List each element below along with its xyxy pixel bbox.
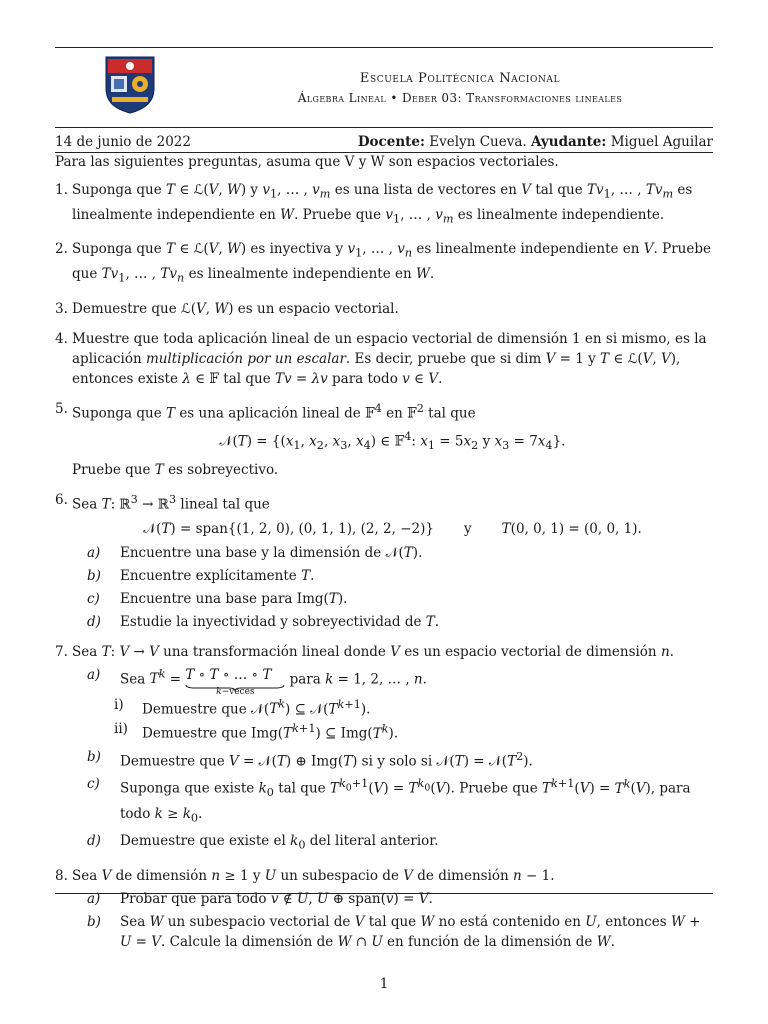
problem-7a-i: i) Demuestre que $𝒩(T^k)$ ⊆ $𝒩(T^{k+1})$. — [114, 696, 371, 718]
ayudante-name: Miguel Aguilar — [610, 134, 713, 150]
date: 14 de junio de 2022 — [55, 134, 191, 150]
problem-7d: d) Demuestre que existe el $k_0$ del literal anterior. — [87, 833, 439, 852]
docente-label: Docente: — [357, 134, 425, 150]
problem-2: 2. Suponga que T ∈ ℒ(V, W) es inyectiva y $v_1$, … , $v_n$ es linealmente independiente en V. Pruebe que $Tv_1$, … , $Tv_n$ es linealmente independiente en W. — [55, 241, 711, 285]
intro-text: Para las siguientes preguntas, asuma que V y W son espacios vectoriales. — [55, 154, 559, 170]
problem-6a: a) Encuentre una base y la dimensión de 𝒩(T). — [87, 544, 423, 561]
problem-list — [55, 180, 713, 962]
staff-info — [358, 134, 713, 150]
problem-8a: a) Probar que para todo v ∉ U, U ⊕ span(v) = V. — [87, 891, 433, 907]
header-rule — [55, 127, 713, 128]
problem-7b: b) Demuestre que V = 𝒩(T) ⊕ Img(T) si y solo si 𝒩(T) = $𝒩(T^2)$. — [87, 748, 533, 770]
top-rule — [55, 47, 713, 48]
problem-6c: c) Encuentre una base para Img(T). — [87, 590, 348, 607]
institution-title: Escuela Politécnica Nacional — [359, 71, 561, 86]
problem-8: 8. Sea V de dimensión n ≥ 1 y U un subespacio de V de dimensión n − 1. a) Probar que para todo v ∉ U, U ⊕ span(v) = V. b) Sea W un subespacio vectorial de V tal que W no está contenido en U, entonces W + U = V. Calcule la dimensión de W ∩ U en función de la dimensión de W. — [55, 866, 713, 952]
problem-8b: b) Sea W un subespacio vectorial de V tal que W no está contenido en U, entonces W + U = V. Calcule la dimensión de W ∩ U en función de la dimensión de W. — [87, 914, 701, 950]
university-logo — [104, 55, 156, 115]
meta-rule — [55, 152, 713, 153]
page-number: 1 — [379, 976, 389, 992]
problem-1: 1. Suponga que T ∈ ℒ(V, W) y $v_1$, … , $v_m$ es una lista de vectores en V tal que $Tv_1$, … , $Tv_m$ es linealmente independiente en W. Pruebe que $v_1$, … , $v_m$ es linealmente independiente. — [55, 182, 693, 226]
problem-7: 7. Sea T: V → V una transformación lineal donde V es un espacio vectorial de dimensión n. a) Sea $T^k = T$ ∘ T ∘ … ∘ T k−veces para k = 1, 2, … , n. i) Demuestre que $𝒩(T^k)$ ⊆ $𝒩(T^{k+1})$. ii) Demuestre que $Img(T^{k+1})$ ⊆ $Img(T^k)$. b) Demuestre que V = 𝒩(T) ⊕ Img(T) si y solo si 𝒩(T) = $𝒩(T^2)$. c) Suponga que existe $k_0$ tal que $T^{k_0+1}(V) = T^{k_0}(V)$. Pruebe que $T^{k+1}(V) = T^k(V)$, para todo $k \ge k_0$. d) Demuestre que existe el $k_0$ del literal anterior. — [55, 642, 713, 856]
underbrace-composition: T ∘ T ∘ … ∘ T k−veces — [185, 665, 285, 697]
docente-name: Evelyn Cueva. — [429, 134, 527, 150]
problem-7a: a) Sea $T^k = T$ ∘ T ∘ … ∘ T k−veces para k = 1, 2, … , n. — [87, 666, 427, 697]
bottom-rule — [55, 893, 713, 894]
ayudante-label: Ayudante: — [530, 134, 607, 150]
problem-7c: c) Suponga que existe $k_0$ tal que $T^{k_0+1}(V) = T^{k_0}(V)$. Pruebe que $T^{k+1}(V) = T^k(V)$, para todo $k \ge k_0$. — [87, 776, 691, 825]
problem-4: 4. Muestre que toda aplicación lineal de un espacio vectorial de dimensión 1 en si mismo, es la aplicación multiplicación por un escalar. Es decir, pruebe que si dim V = 1 y T ∈ ℒ(V, V), entonces existe λ ∈ 𝔽 tal que Tv = λv para todo v ∈ V. — [55, 330, 707, 387]
problem-5: 5. Suponga que T es una aplicación lineal de 𝔽$^4$ en 𝔽$^2$ tal que 𝒩(T) = {($x_1$, $x_2$, $x_3$, $x_4$) ∈ 𝔽$^4$: $x_1 = 5x_2$ y $x_3 = 7x_4$}. Pruebe que T es sobreyectivo. — [55, 400, 566, 479]
problem-6b: b) Encuentre explícitamente T. — [87, 567, 315, 584]
problem-3: 3. Demuestre que ℒ(V, W) es un espacio vectorial. — [55, 300, 399, 317]
meta-row — [55, 134, 713, 150]
problem-6d: d) Estudie la inyectividad y sobreyectividad de T. — [87, 613, 440, 630]
problem-6: 6. Sea T: ℝ$^3$ → ℝ$^3$ lineal tal que 𝒩(T) = span{(1, 2, 0), (0, 1, 1), (2, 2, −2)} y T(0, 0, 1) = (0, 0, 1). a) Encuentre una base y la dimensión de 𝒩(T). b) Encuentre explícitamente T. c) Encuentre una base para Img(T). d) Estudie la inyectividad y sobreyectividad de T. — [55, 490, 713, 632]
course-subtitle: Álgebra Lineal • Deber 03: Transformaciones lineales — [297, 91, 623, 105]
problem-7a-ii: ii) Demuestre que $Img(T^{k+1})$ ⊆ $Img(T^k)$. — [114, 721, 399, 742]
